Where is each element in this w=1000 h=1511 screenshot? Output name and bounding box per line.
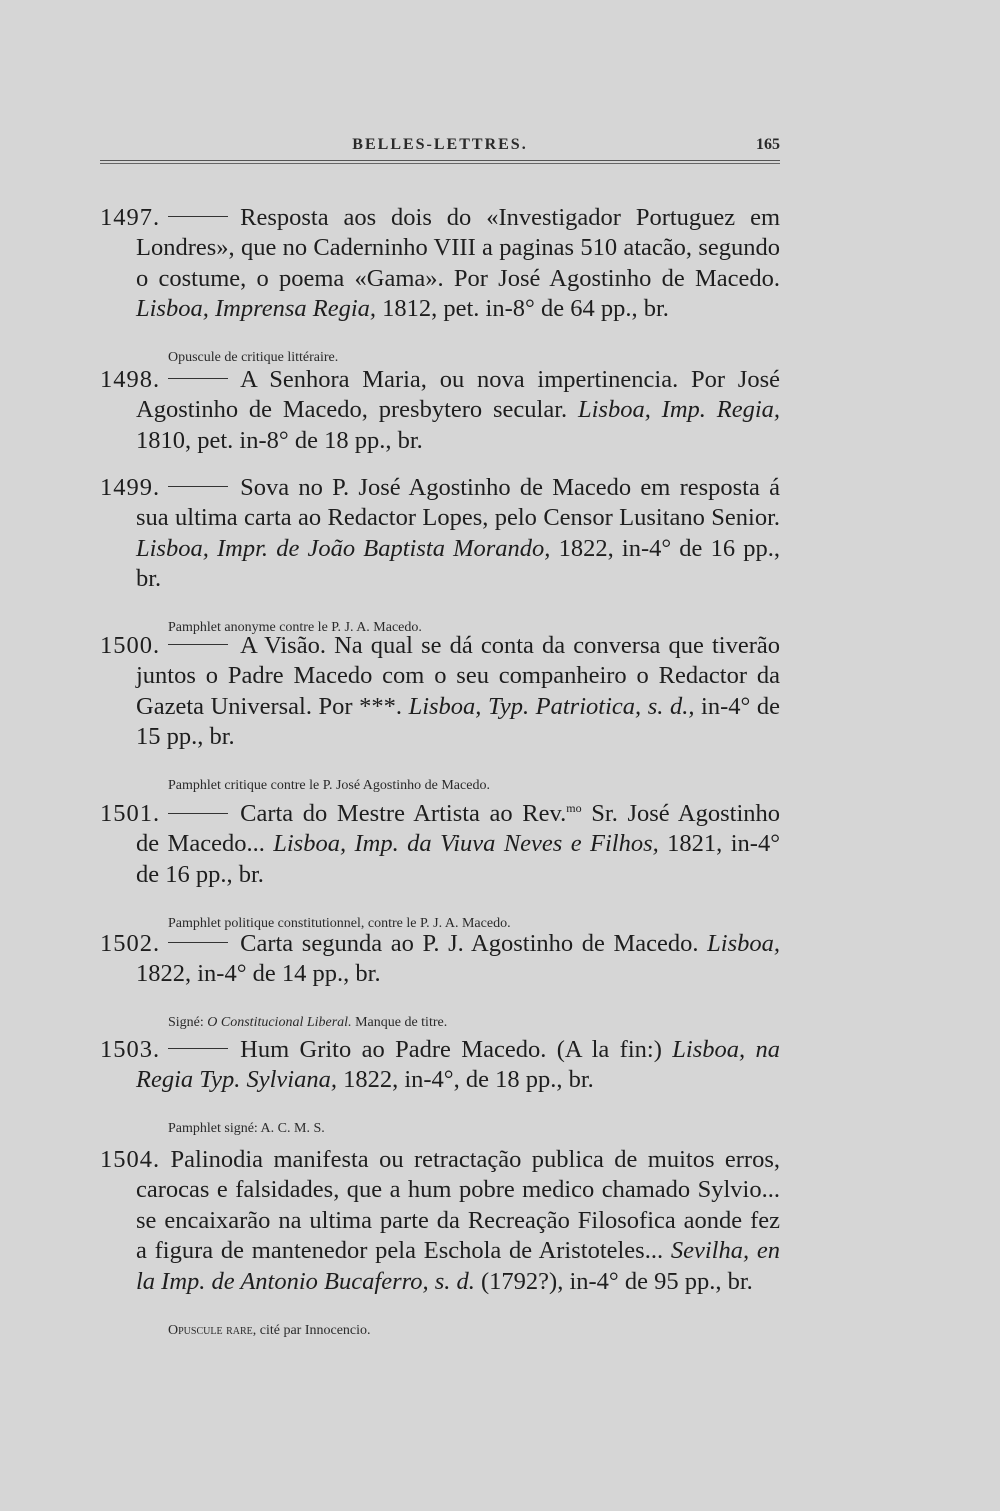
entry-note: Pamphlet critique contre le P. José Agostinho de Macedo.: [168, 778, 490, 793]
entry-1504: [100, 1120, 780, 1340]
entry-note: Pamphlet signé: A. C. M. S.: [168, 1121, 325, 1136]
entry-title: Sova no P. José Agostinho de Macedo em resposta á sua ultima carta ao Redactor Lopes, pelo Censor Lusitano Senior.: [136, 473, 780, 531]
ditto-dash: [168, 486, 228, 487]
entry-collation: 1821, in-4° de 16 pp., br.: [136, 830, 780, 888]
entry-title: Carta segunda ao P. J. Agostinho de Macedo.: [240, 929, 708, 957]
entry-imprint: Lisboa, na Regia Typ. Sylviana,: [136, 1035, 780, 1093]
entry-imprint: Lisboa, Imp. Regia,: [577, 396, 780, 423]
ditto-dash: [168, 644, 228, 645]
entry-number: 1497.: [100, 203, 161, 231]
entry-collation: 1822, in-4° de 14 pp., br.: [136, 960, 381, 987]
ditto-dash: [168, 942, 228, 943]
entry-collation: in-4° de 15 pp., br.: [136, 692, 780, 750]
entry-collation: 1822, in-4° de 16 pp., br.: [136, 534, 781, 592]
entry-text: [100, 203, 780, 325]
entry-text: [100, 1145, 780, 1298]
header-rule-double: [100, 163, 780, 164]
running-head: [100, 136, 780, 176]
entry-text: [100, 631, 780, 753]
entry-number: 1503.: [100, 1035, 161, 1063]
entry-text: [100, 793, 780, 891]
entry-title-cont: Sr. José Agostinho de Macedo...: [136, 799, 780, 858]
superscript: mo: [566, 800, 582, 815]
entry-imprint: Lisboa, Typ. Patriotica, s. d.,: [408, 692, 695, 720]
note-signature: O Constitucional Liberal.: [207, 1015, 352, 1030]
ditto-dash: [168, 813, 228, 814]
entry-number: 1498.: [100, 365, 161, 393]
note-suffix: cité par Innocencio.: [256, 1322, 371, 1338]
entry-1503: [100, 1010, 780, 1138]
ditto-dash: [168, 216, 228, 217]
entry-title: A Visão. Na qual se dá conta da conversa que tiverão juntos o Padre Macedo com o seu companheiro o Redactor da Gazeta Universal. Por ***.: [136, 631, 780, 720]
entry-text: [100, 929, 780, 990]
entry-title: Carta do Mestre Artista ao Rev.: [240, 799, 567, 827]
running-title: BELLES-LETTRES.: [352, 136, 528, 153]
entry-text: [100, 1035, 780, 1096]
entry-number: 1500.: [100, 631, 161, 659]
entry-note: Opuscule de critique littéraire.: [168, 350, 339, 365]
entry-title: Palinodia manifesta ou retractação publica de muitos erros, carocas e falsidades, que a hum pobre medico chamado Sylvio... se encaixarão na ultima parte da Recreação Filosofica aonde fez a figura de mantenedor pela Eschola de Aristoteles...: [136, 1145, 780, 1264]
entry-note: [168, 1322, 780, 1340]
entry-imprint: Lisboa,: [707, 929, 780, 957]
note-prefix: Signé:: [168, 1015, 208, 1030]
entry-collation: (1792?), in-4° de 95 pp., br.: [474, 1267, 753, 1295]
entry-collation: 1810, pet. in-8° de 18 pp., br.: [136, 426, 423, 454]
header-rule: [100, 160, 780, 161]
ditto-dash: [168, 378, 228, 379]
note-rare: Opuscule rare,: [168, 1322, 257, 1338]
page-number: 165: [756, 136, 780, 153]
entry-collation: 1812, pet. in-8° de 64 pp., br.: [376, 295, 669, 322]
entry-title: Resposta aos dois do «Investigador Portuguez em Londres», que no Caderninho VIII a paginas 510 atacão, segundo o costume, o poema «Gama». Por José Agostinho de Macedo.: [136, 203, 780, 292]
entry-title: Hum Grito ao Padre Macedo. (A la fin:): [240, 1035, 673, 1063]
entry-imprint: Lisboa, Imprensa Regia,: [136, 295, 376, 322]
entry-imprint: Sevilha, en la Imp. de Antonio Bucaferro, s. d.: [136, 1237, 780, 1295]
note-suffix: Manque de titre.: [351, 1015, 448, 1030]
entry-number: 1499.: [100, 473, 161, 501]
ditto-dash: [168, 1048, 228, 1049]
entry-1497: [100, 178, 780, 367]
entry-title: A Senhora Maria, ou nova impertinencia. Por José Agostinho de Macedo, presbytero secular.: [136, 365, 780, 423]
entry-1500: [100, 606, 780, 795]
entry-number: 1502.: [100, 929, 161, 957]
entry-note: Pamphlet politique constitutionnel, contre le P. J. A. Macedo.: [168, 915, 511, 931]
entry-number: 1504.: [100, 1145, 161, 1173]
entry-number: 1501.: [100, 799, 161, 827]
entry-text: [100, 473, 780, 595]
entry-text: [100, 365, 780, 457]
entry-imprint: Lisboa, Impr. de João Baptista Morando,: [136, 534, 551, 562]
entry-collation: 1822, in-4°, de 18 pp., br.: [336, 1066, 594, 1093]
entry-note: Pamphlet anonyme contre le P. J. A. Macedo.: [168, 620, 422, 635]
entry-imprint: Lisboa, Imp. da Viuva Neves e Filhos,: [273, 830, 659, 858]
